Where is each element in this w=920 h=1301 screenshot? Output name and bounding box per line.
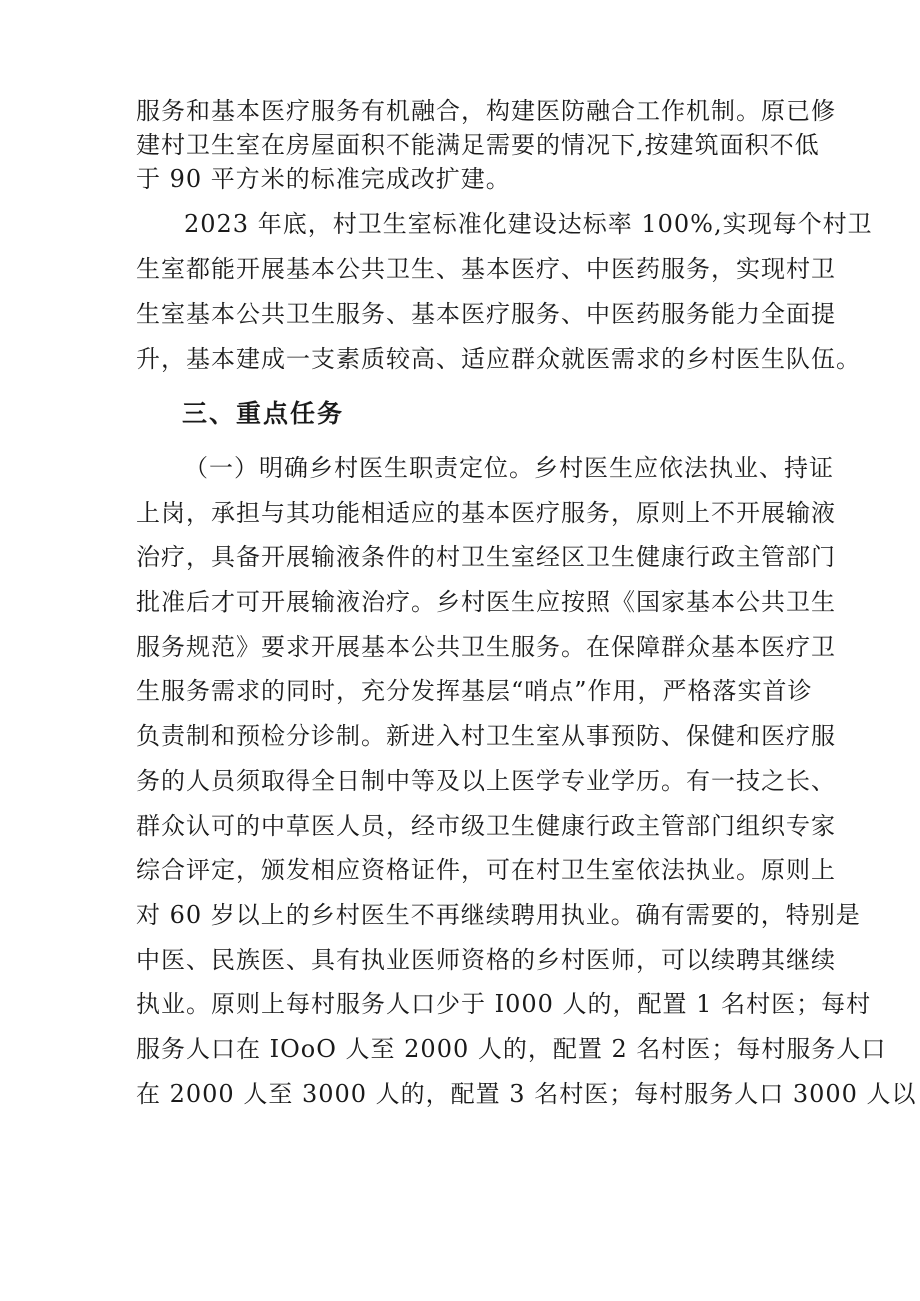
text-line: 2023 年底，村卫生室标准化建设达标率 100%,实现每个村卫 — [184, 210, 873, 238]
text-line: 生室基本公共卫生服务、基本医疗服务、中医药服务能力全面提 — [136, 300, 836, 328]
text-line: 对 60 岁以上的乡村医生不再继续聘用执业。确有需要的，特别是 — [136, 900, 861, 929]
text-line: 中医、民族医、具有执业医师资格的乡村医师，可以续聘其继续 — [136, 945, 836, 974]
paragraph-1 — [136, 94, 836, 196]
text-line: 于 90 平方米的标准完成改扩建。 — [136, 165, 511, 193]
text-line: 上岗，承担与其功能相适应的基本医疗服务，原则上不开展输液 — [136, 498, 836, 527]
text-line: 批准后才可开展输液治疗。乡村医生应按照《国家基本公共卫生 — [136, 588, 836, 617]
text-line: 治疗，具备开展输液条件的村卫生室经区卫生健康行政主管部门 — [136, 543, 836, 572]
text-line: 负责制和预检分诊制。新进入村卫生室从事预防、保健和医疗服 — [136, 722, 836, 751]
text-line: 生服务需求的同时，充分发挥基层“哨点”作用，严格落实首诊 — [136, 677, 813, 706]
section-heading: 三、重点任务 — [182, 399, 345, 428]
text-line: 升，基本建成一支素质较高、适应群众就医需求的乡村医生队伍。 — [136, 345, 861, 373]
text-line: （一）明确乡村医生职责定位。乡村医生应依法执业、持证 — [184, 454, 834, 482]
text-line: 执业。原则上每村服务人口少于 I000 人的，配置 1 名村医；每村 — [136, 990, 872, 1019]
text-line: 服务和基本医疗服务有机融合，构建医防融合工作机制。原已修 — [136, 97, 836, 125]
text-line: 服务人口在 IOoO 人至 2000 人的，配置 2 名村医；每村服务人口 — [136, 1034, 887, 1063]
text-line: 生室都能开展基本公共卫生、基本医疗、中医药服务，实现村卫 — [136, 255, 836, 283]
text-line: 群众认可的中草医人员，经市级卫生健康行政主管部门组织专家 — [136, 811, 836, 840]
text-line: 在 2000 人至 3000 人的，配置 3 名村医；每村服务人口 3000 人以 — [136, 1079, 917, 1108]
text-line: 服务规范》要求开展基本公共卫生服务。在保障群众基本医疗卫 — [136, 632, 836, 661]
text-line: 建村卫生室在房屋面积不能满足需要的情况下,按建筑面积不低 — [136, 131, 820, 159]
paragraph-3 — [136, 446, 917, 1116]
text-line: 务的人员须取得全日制中等及以上医学专业学历。有一技之长、 — [136, 766, 836, 795]
paragraph-2 — [136, 202, 873, 382]
text-line: 综合评定，颁发相应资格证件，可在村卫生室依法执业。原则上 — [136, 856, 836, 885]
